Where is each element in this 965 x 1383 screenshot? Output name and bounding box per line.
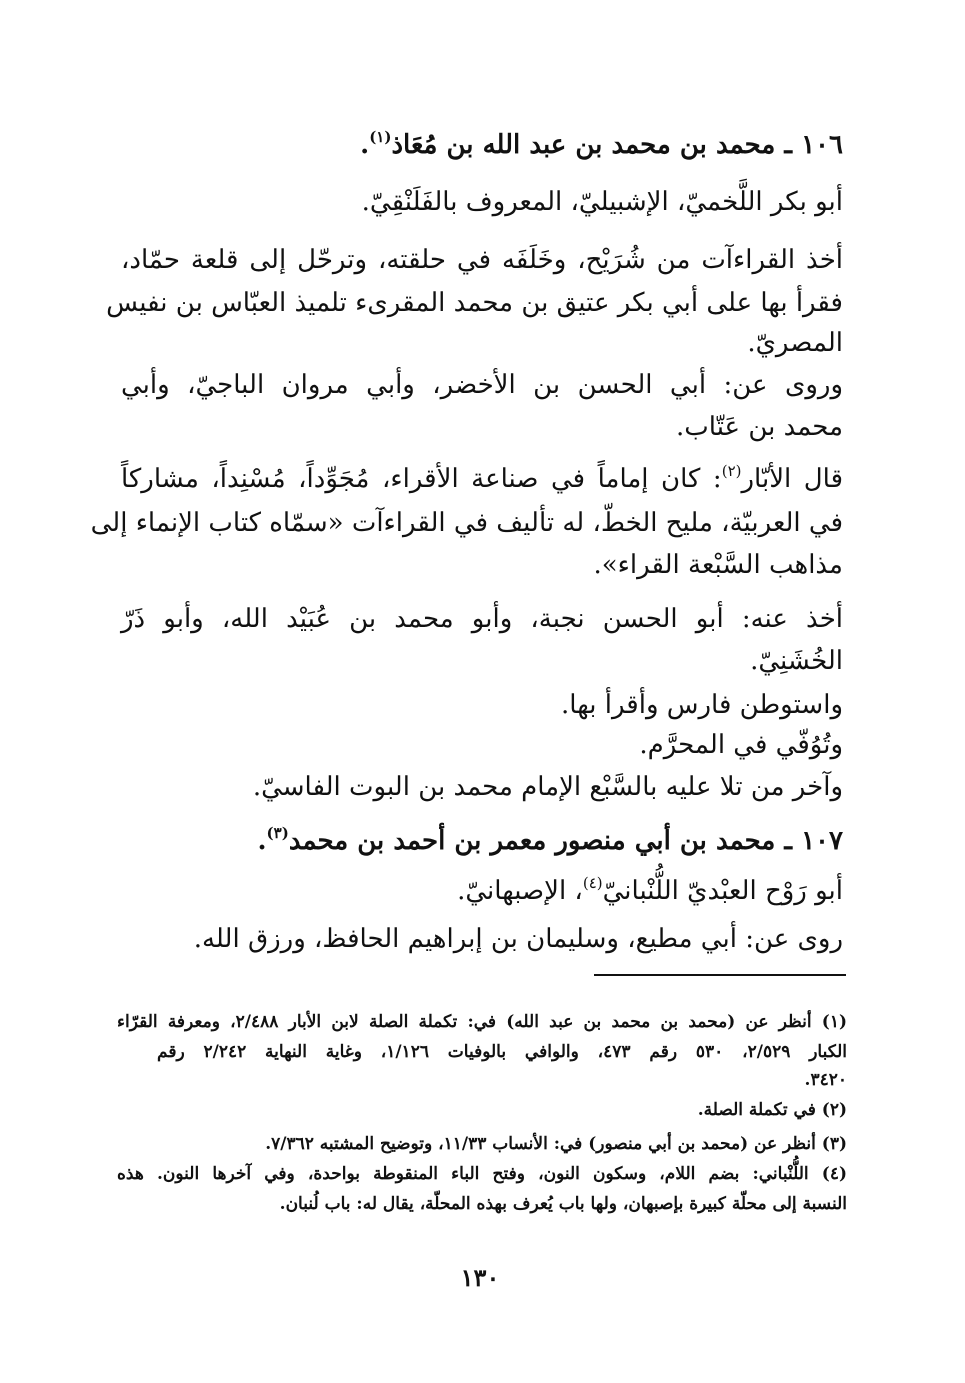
quote-text-1: : كان إماماً في صناعة الأقراء، مُجَوِّداً، مُسْنِداً، مشاركاً (121, 464, 722, 494)
kunya-text: أبو رَوْح العبْديّ اللُّنْبانيّ (602, 876, 843, 906)
footnote-ref-3[interactable]: (٣) (266, 824, 289, 842)
entry-107-line-1 (143, 874, 843, 911)
footnote-1-marker: (١) (821, 1012, 847, 1032)
death-line: وتُوُفّي في المحرَّم. (639, 730, 843, 760)
footnote-ref-1[interactable]: (١) (369, 128, 392, 146)
heading-period: . (360, 130, 370, 160)
entry-107-line-2: روى عن: أبي مطيع، وسليمان بن إبراهيم الحافظ، ورزق الله. (193, 924, 843, 954)
entry-107-heading (121, 824, 843, 861)
footnote-ref-2[interactable]: (٢) (721, 462, 742, 480)
settled-line: واستوطن فارس وأقرأ بها. (561, 690, 843, 720)
footnote-2: (٢) في تكملة الصلة. (697, 1100, 847, 1120)
quote-intro: قال الأبّار (741, 464, 844, 494)
footnote-separator (594, 974, 846, 976)
entry-106-line-3: فقرأ بها على أبي بكر عتيق بن محمد المقرىء تلميذ العبّاس بن نفيس (106, 288, 843, 318)
quote-line-2: في العربيّة، مليح الخطّ، له تأليف في القراءآت «سمّاه كتاب الإنماء إلى (90, 508, 843, 538)
entry-106-heading-text: ١٠٦ ـ محمد بن محمد بن عبد الله بن مُعَاذ (391, 130, 843, 160)
page-number: ١٣٠ (460, 1263, 500, 1292)
footnote-1-line-1: (١) أنظر عن (محمد بن محمد بن عبد الله) في: تكملة الصلة لابن الأبار ٢/٤٨٨، ومعرفة القرّاء (117, 1012, 847, 1032)
last-student-line: وآخر من تلا عليه بالسَّبْع الإمام محمد بن البوت الفاسيّ. (252, 772, 843, 802)
footnote-3: (٣) أنظر عن (محمد بن أبي منصور) في: الأنساب ١١/٣٣، وتوضيح المشتبه ٧/٣٦٢. (265, 1134, 847, 1154)
footnote-4-marker: (٤) (821, 1164, 847, 1184)
footnote-1-line-2: الكبار ٢/٥٢٩، ٥٣٠ رقم ٤٧٣، والوافي بالوفيات ١/١٢٦، وغاية النهاية ٢/٢٤٢ رقم (157, 1042, 847, 1062)
footnote-3-marker: (٣) (821, 1134, 847, 1154)
entry-106-line-5: وروى عن: أبي الحسن بن الأخضر، وأبي مروان الباجيّ، وأبي (121, 370, 843, 400)
footnote-ref-4[interactable]: (٤) (582, 874, 603, 892)
quote-line-1 (121, 462, 843, 499)
quote-line-3: مذاهب السَّبْعة القراء». (593, 550, 843, 580)
entry-106-line-2: أخذ القراءآت من شُرَيْح، وخَلَفَه في حلقته، وترحّل إلى قلعة حمّاد، (121, 245, 843, 275)
footnote-2-marker: (٢) (821, 1100, 847, 1120)
footnote-1-line-3: ٣٤٢٠. (804, 1070, 847, 1090)
entry-106-line-4: المصريّ. (747, 328, 843, 358)
entry-106-line-1: أبو بكر اللَّخميّ، الإشبيليّ، المعروف بالفَلَنْقِيّ. (361, 187, 843, 217)
heading-period: . (257, 826, 267, 856)
entry-106-line-6: محمد بن عَتّاب. (676, 412, 843, 442)
students-line-1: أخذ عنه: أبو الحسن نجبة، وأبو محمد بن عُبَيْد الله، وأبو ذَرّ (121, 604, 843, 634)
footnote-4-line-2: النسبة إلى محلّة كبيرة بإصبهان، ولها باب يُعرف بهذه المحلّة، يقال له: باب لُنبان. (279, 1194, 847, 1214)
entry-107-heading-text: ١٠٧ ـ محمد بن أبي منصور معمر بن أحمد بن محمد (288, 826, 843, 856)
students-line-2: الخُشَنِيّ. (750, 646, 843, 676)
nisba-text: ، الإصبهانيّ. (457, 876, 583, 906)
footnote-4-line-1: (٤) اللُّنْباني: بضم اللام، وسكون النون، وفتح الباء المنقوطة بواحدة، وفي آخرها النون. هذه (117, 1164, 847, 1184)
entry-106-heading (121, 128, 843, 165)
